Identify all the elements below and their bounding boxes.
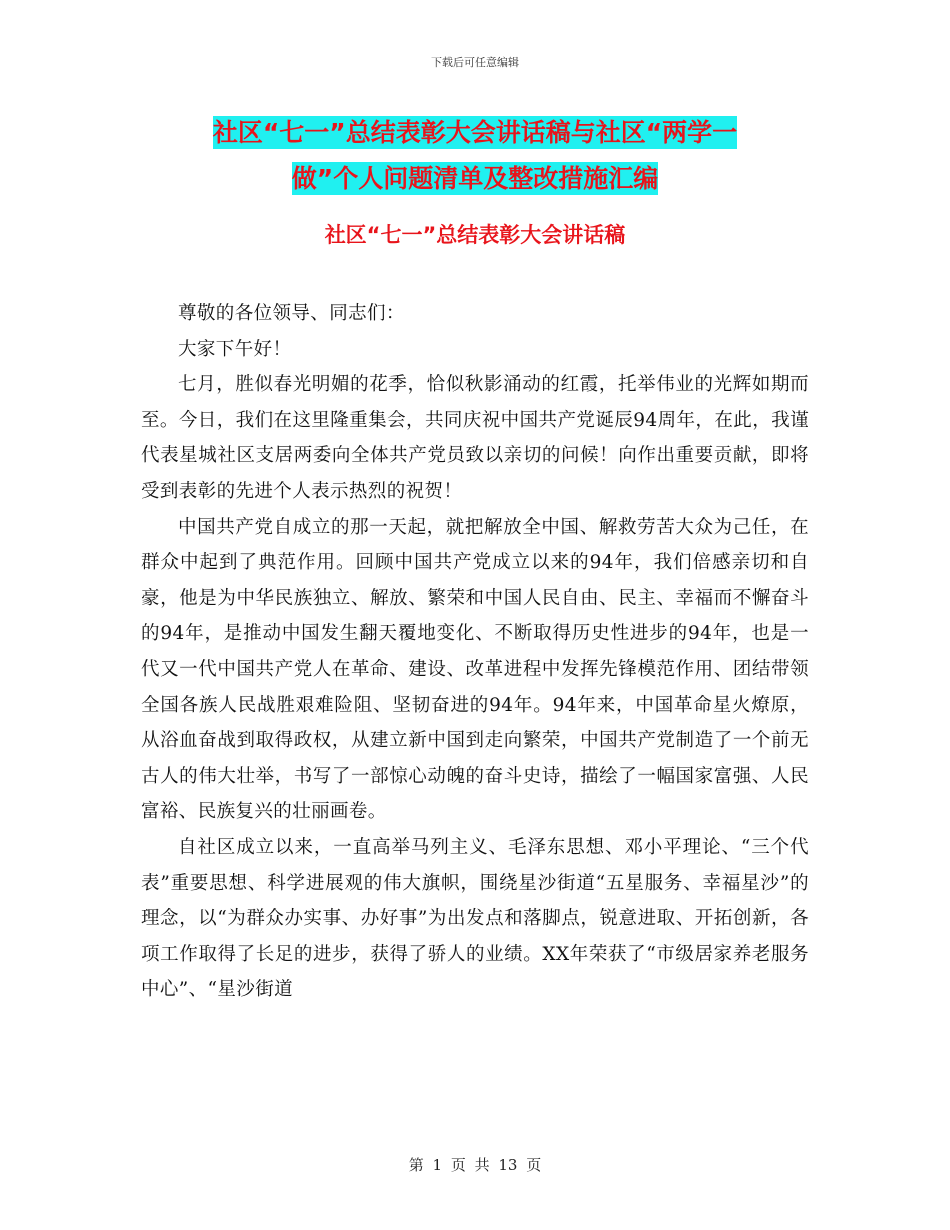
greeting: 大家下午好！ [178,338,292,360]
section-title: 社区“七一”总结表彰大会讲话稿 [324,223,626,247]
title-line-1: 社区“七一”总结表彰大会讲话稿与社区“两学一 [212,118,738,147]
paragraph: 自社区成立以来，一直高举马列主义、毛泽东思想、邓小平理论、“三个代表”重要思想、科学进展观的伟大旗帜，围绕星沙街道“五星服务、幸福星沙”的理念，以“为群众办实事、办好事”为出发点和落脚点，锐意进取、开拓创新，各项工作取得了长足的进步，获得了骄人的业绩。XX年荣获了“市级居家养老服务中心”、“星沙街道 [141,836,809,1001]
paragraph: 中国共产党自成立的那一天起，就把解放全中国、解救劳苦大众为己任，在群众中起到了典范作用。回顾中国共产党成立以来的94年，我们倍感亲切和自豪，他是为中华民族独立、解放、繁荣和中国人民自由、民主、幸福而不懈奋斗的94年，是推动中国发生翻天覆地变化、不断取得历史性进步的94年，也是一代又一代中国共产党人在革命、建设、改革进程中发挥先锋模范作用、团结带领全国各族人民战胜艰难险阻、坚韧奋进的94年。94年来，中国革命星火燎原，从浴血奋战到取得政权，从建立新中国到走向繁荣，中国共产党制造了一个前无古人的伟大壮举，书写了一部惊心动魄的奋斗史诗，描绘了一幅国家富强、人民富裕、民族复兴的壮丽画卷。 [141,516,809,823]
page-footer: 第 1 页 共 13 页 [408,1156,542,1174]
page-header-note: 下载后可任意编辑 [431,56,519,69]
paragraph: 七月，胜似春光明媚的花季，恰似秋影涌动的红霞，托举伟业的光辉如期而至。今日，我们在这里隆重集会，共同庆祝中国共产党诞辰94周年，在此，我谨代表星城社区支居两委向全体共产党员致以亲切的问候！向作出重要贡献，即将受到表彰的先进个人表示热烈的祝贺！ [141,374,809,502]
document-title [0,110,950,202]
document-body [141,296,809,1008]
salutation: 尊敬的各位领导、同志们： [178,303,405,324]
title-line-2: 做”个人问题清单及整改措施汇编 [291,164,659,193]
